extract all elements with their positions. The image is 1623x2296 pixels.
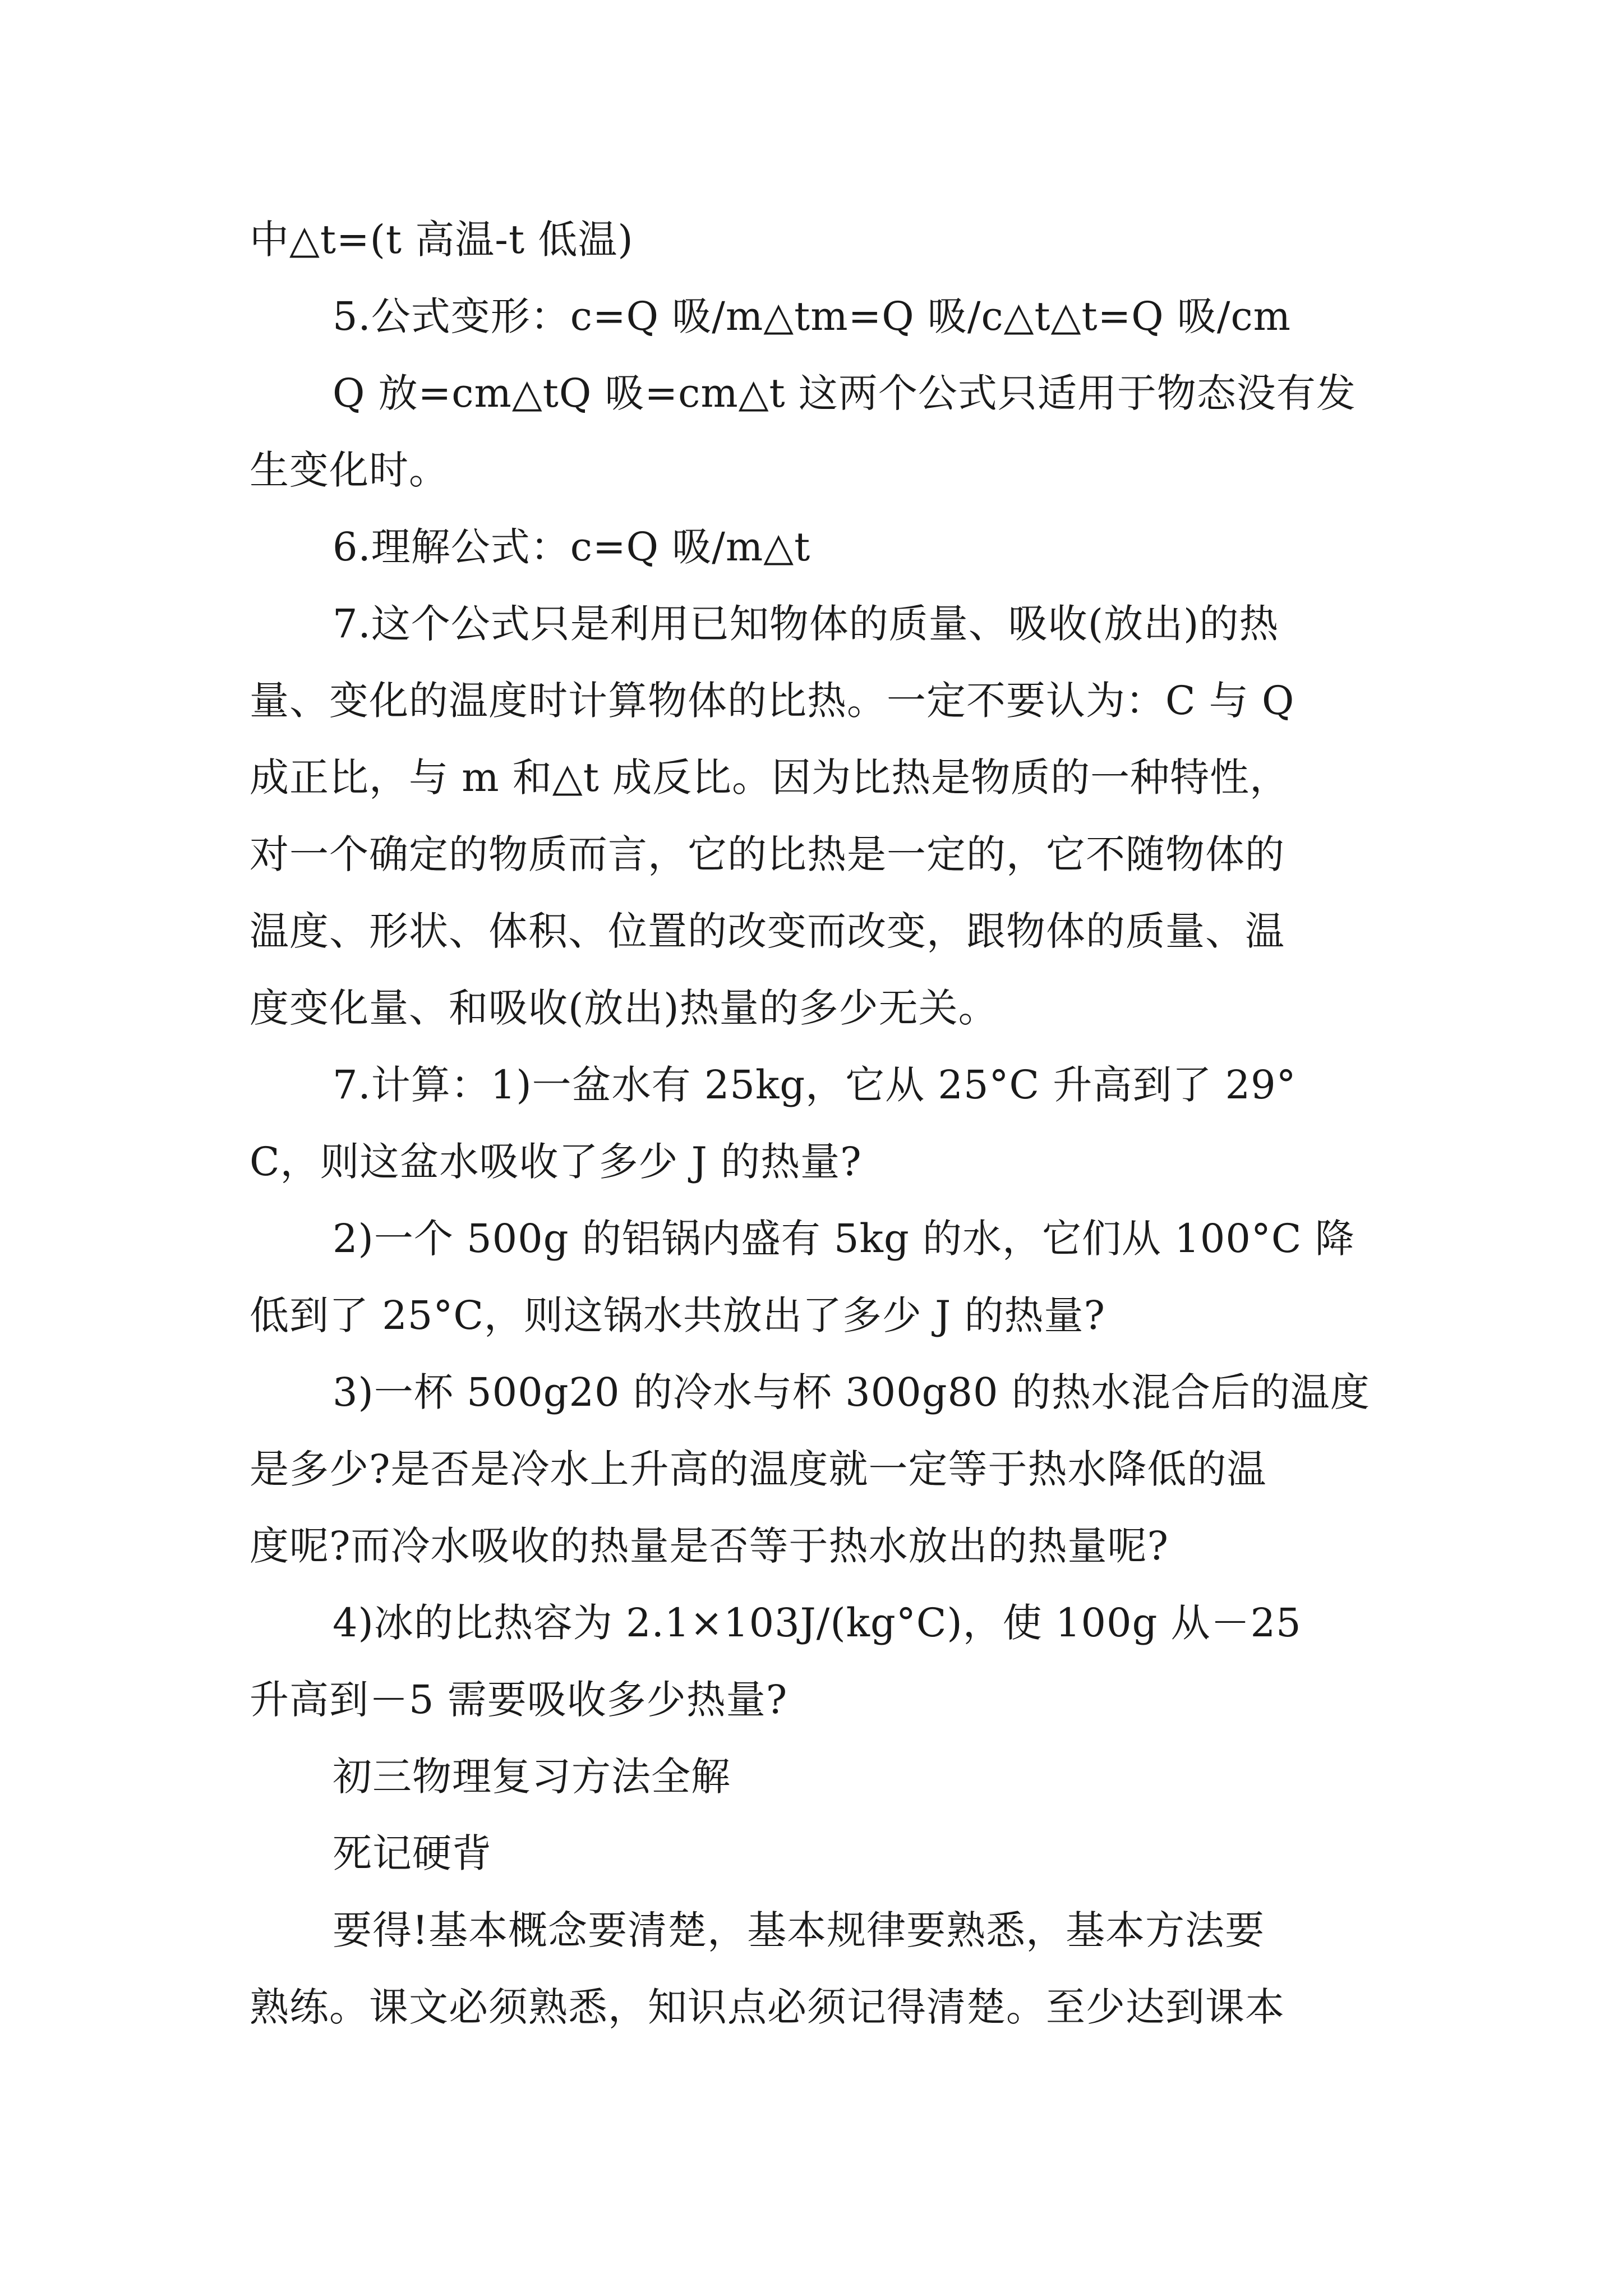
- text-line: 7.这个公式只是利用已知物体的质量、吸收(放出)的热: [333, 601, 1279, 647]
- text-line: 4)冰的比热容为 2.1×103J/(kg°C)，使 100g 从－25: [333, 1600, 1302, 1646]
- text-line: 2)一个 500g 的铝锅内盛有 5kg 的水，它们从 100°C 降: [333, 1216, 1355, 1262]
- text-line: C，则这盆水吸收了多少 J 的热量?: [250, 1139, 862, 1185]
- text-line: Q 放=cm△tQ 吸=cm△t 这两个公式只适用于物态没有发: [333, 370, 1356, 416]
- text-line: 对一个确定的物质而言，它的比热是一定的，它不随物体的: [250, 831, 1285, 877]
- text-line: 熟练。课文必须熟悉，知识点必须记得清楚。至少达到课本: [250, 1984, 1285, 2030]
- text-line: 5.公式变形：c=Q 吸/m△tm=Q 吸/c△t△t=Q 吸/cm: [333, 293, 1292, 339]
- text-line: 量、变化的温度时计算物体的比热。一定不要认为：C 与 Q: [250, 678, 1295, 724]
- text-line: 低到了 25°C，则这锅水共放出了多少 J 的热量?: [250, 1292, 1105, 1338]
- text-line: 温度、形状、体积、位置的改变而改变，跟物体的质量、温: [250, 908, 1285, 954]
- text-line: 中△t=(t 高温-t 低温): [250, 217, 634, 263]
- subsection-heading: 死记硬背: [333, 1830, 492, 1876]
- text-line: 7.计算：1)一盆水有 25kg，它从 25°C 升高到了 29°: [333, 1062, 1297, 1108]
- text-line: 要得!基本概念要清楚，基本规律要熟悉，基本方法要: [333, 1907, 1265, 1953]
- text-line: 6.理解公式：c=Q 吸/m△t: [333, 524, 811, 570]
- text-line: 是多少?是否是冷水上升高的温度就一定等于热水降低的温: [250, 1446, 1267, 1492]
- text-line: 生变化时。: [250, 447, 449, 493]
- text-line: 成正比，与 m 和△t 成反比。因为比热是物质的一种特性，: [250, 754, 1290, 800]
- text-line: 升高到－5 需要吸收多少热量?: [250, 1677, 788, 1723]
- text-line: 3)一杯 500g20 的冷水与杯 300g80 的热水混合后的温度: [333, 1369, 1370, 1415]
- text-line: 度呢?而冷水吸收的热量是否等于热水放出的热量呢?: [250, 1523, 1169, 1569]
- text-line: 度变化量、和吸收(放出)热量的多少无关。: [250, 985, 998, 1031]
- section-heading: 初三物理复习方法全解: [333, 1754, 731, 1800]
